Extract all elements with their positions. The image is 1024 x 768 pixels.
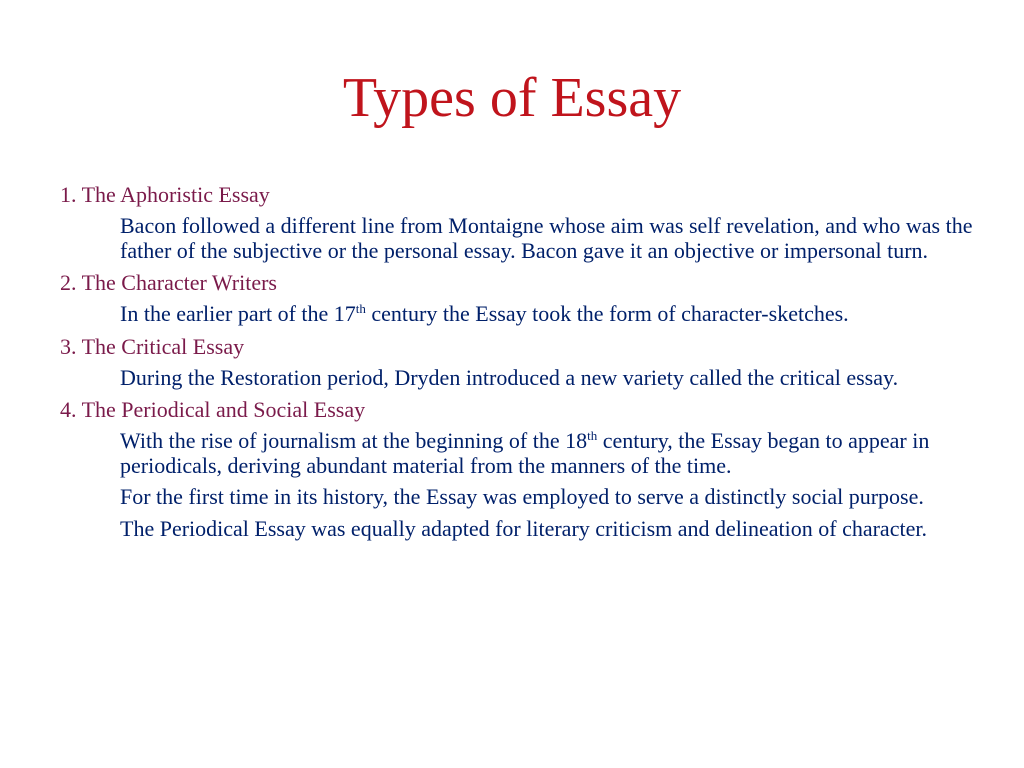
slide-title: Types of Essay	[342, 67, 682, 129]
paragraph-text: century the Essay took the form of character-sketches.	[365, 301, 849, 326]
section-heading: 1. The Aphoristic Essay	[60, 182, 270, 207]
paragraph-text: In the earlier part of the 17	[120, 301, 356, 326]
paragraph-text: With the rise of journalism at the beginning of the 18	[120, 428, 588, 453]
section-paragraph	[120, 517, 980, 542]
paragraph-text: century, the Essay began to appear in periodicals, deriving abundant material from the manners of the time.	[120, 428, 930, 478]
section-critical-essay	[60, 334, 980, 391]
section-paragraph	[120, 366, 980, 391]
slide-content	[60, 182, 980, 548]
section-character-writers	[60, 270, 980, 327]
section-heading: 4. The Periodical and Social Essay	[60, 397, 366, 422]
paragraph-text: Bacon followed a different line from Montaigne whose aim was self revelation, and who was the father of the subjective or the personal essay. Bacon gave it an objective or impersonal turn.	[120, 213, 973, 263]
paragraph-text: During the Restoration period, Dryden introduced a new variety called the critical essay.	[120, 364, 899, 390]
section-heading: 2. The Character Writers	[60, 270, 277, 295]
section-heading: 3. The Critical Essay	[60, 333, 245, 359]
ordinal-superscript: th	[355, 301, 366, 316]
section-aphoristic-essay	[60, 182, 980, 263]
section-paragraph	[120, 302, 980, 327]
section-paragraph	[120, 429, 980, 478]
section-periodical-social-essay	[60, 397, 980, 541]
section-paragraph	[120, 485, 980, 510]
paragraph-text: The Periodical Essay was equally adapted for literary criticism and delineation of character.	[120, 515, 927, 541]
ordinal-superscript: th	[587, 428, 598, 443]
paragraph-text: For the first time in its history, the Essay was employed to serve a distinctly social purpose.	[120, 484, 924, 509]
section-paragraph	[120, 214, 980, 263]
